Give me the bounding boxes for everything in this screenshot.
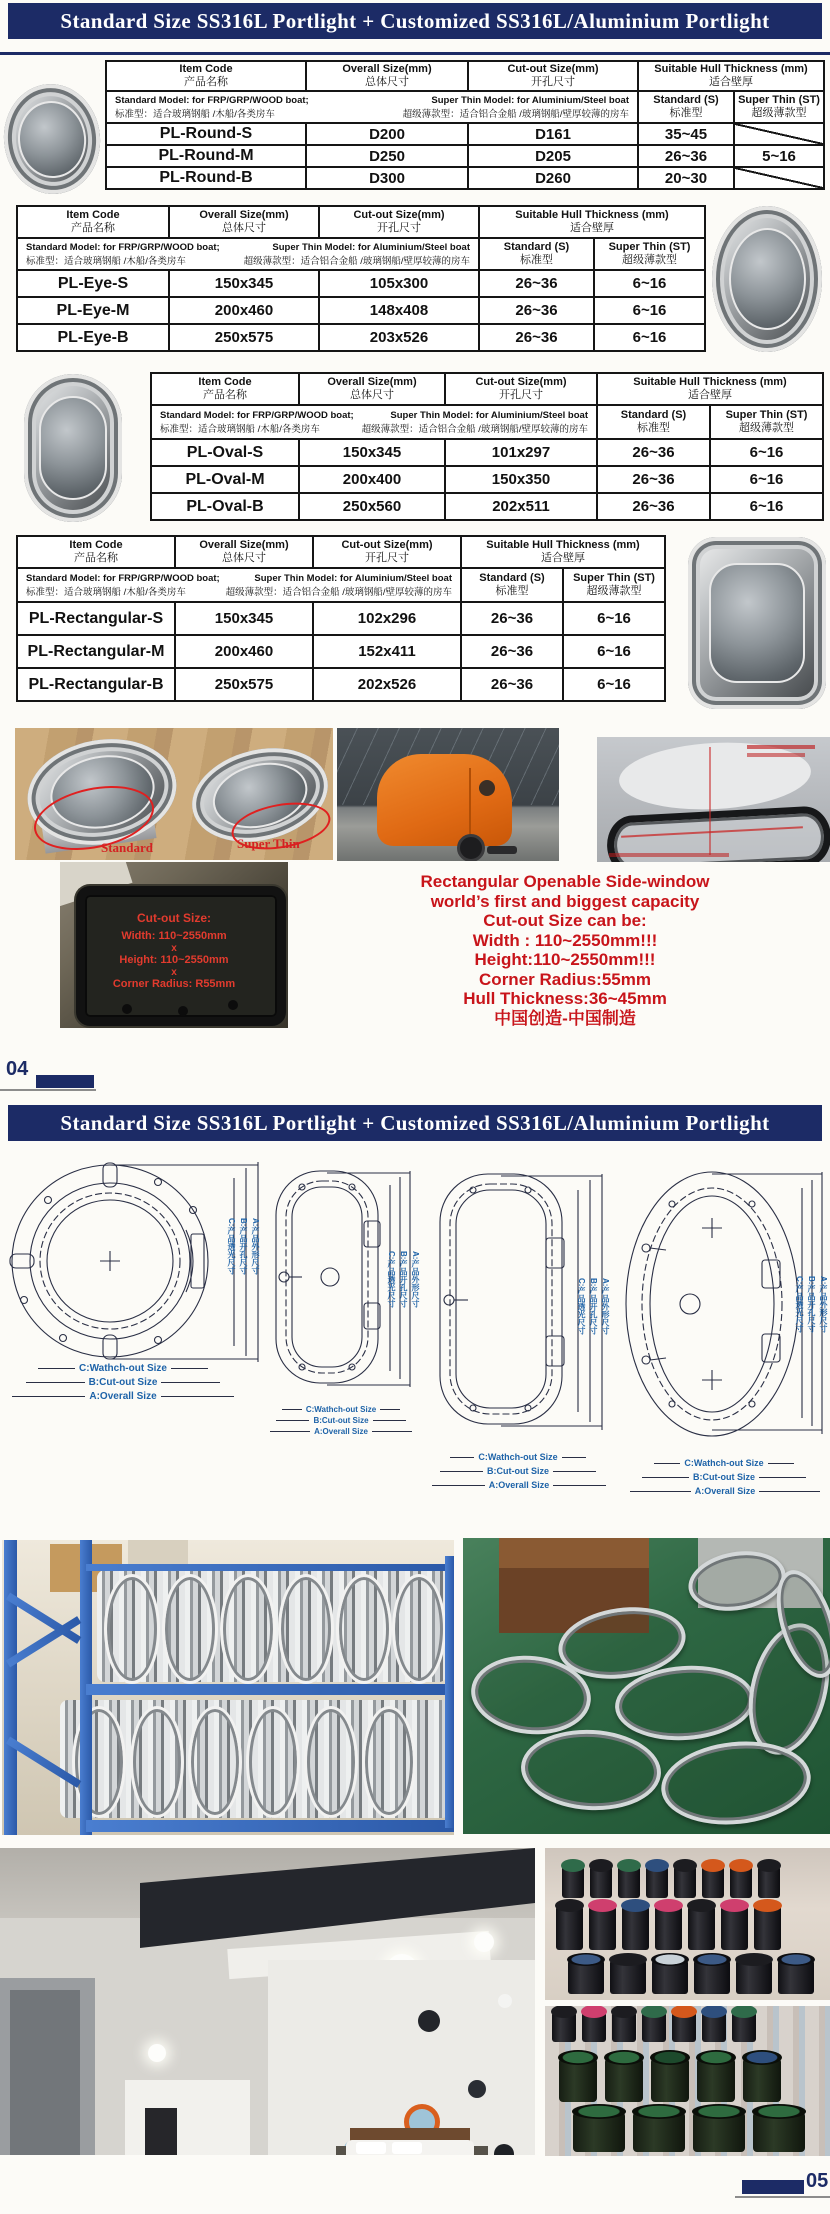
cylinder-graphic <box>730 1866 752 1898</box>
cylinder-graphic <box>646 1866 668 1898</box>
cell-overall: 250x560 <box>299 493 445 520</box>
cell-item-code: PL-Rectangular-M <box>17 635 175 668</box>
rack-beam-graphic <box>86 1564 452 1571</box>
eye-portlight-glass <box>729 228 806 330</box>
cell-super-thin: 6~16 <box>710 466 823 493</box>
cell-standard: 26~36 <box>597 439 710 466</box>
cell-cutout: 202x526 <box>313 668 461 701</box>
cell-cutout: D161 <box>468 123 638 145</box>
cell-super-thin: 5~16 <box>734 145 824 167</box>
green-cylinder-graphic <box>573 2112 625 2152</box>
page-number-top: 04 <box>6 1058 29 1080</box>
cell-super-thin: 6~16 <box>563 635 665 668</box>
column-header-hull: Suitable Hull Thickness (mm) 适合壁厚 <box>461 536 665 568</box>
column-header-overall: Overall Size(mm) 总体尺寸 <box>306 61 468 91</box>
promo-line: Cut-out Size can be: <box>483 911 647 930</box>
round-portlight-glass <box>15 97 90 181</box>
red-center-line <box>709 747 711 855</box>
page-number-underline <box>0 1089 96 1091</box>
cell-overall: 200x460 <box>169 297 319 324</box>
cell-cutout: 102x296 <box>313 602 461 635</box>
cell-item-code: PL-Rectangular-S <box>17 602 175 635</box>
page-title-banner-bottom <box>8 1105 822 1141</box>
promo-line: Rectangular Openable Side-window <box>420 872 710 891</box>
cell-standard: 26~36 <box>479 270 594 297</box>
big-oval-window-photo <box>597 737 830 862</box>
model-note-cell: Standard Model: for FRP/GRP/WOOD boat; Super Thin Model: for Aluminium/Steel boat 标准型：适合玻璃钢船 /木船/各类房车 超级薄款型：适合铝合金船 /玻璃钢船/壁厚较薄的房车 <box>151 405 597 439</box>
rack-brace-graphic <box>6 1616 81 1667</box>
cell-overall: 250x575 <box>175 668 313 701</box>
cell-overall: 150x345 <box>299 439 445 466</box>
cell-overall: D300 <box>306 167 468 189</box>
dim-label-overall: A:Overall Size <box>432 1480 606 1490</box>
pendant-lamp-graphic <box>148 2044 166 2062</box>
table-row <box>17 297 705 324</box>
cell-overall: 250x575 <box>169 324 319 351</box>
cell-super-thin: 6~16 <box>594 270 705 297</box>
spec-table-oval <box>150 372 824 521</box>
cylinder-row <box>553 1906 784 1950</box>
column-header-item-code: Item Code 产品名称 <box>106 61 306 91</box>
banner-divider <box>0 52 830 55</box>
column-header-hull: Suitable Hull Thickness (mm) 适合壁厚 <box>638 61 824 91</box>
column-header-item-code: Item Code 产品名称 <box>17 206 169 238</box>
dim-label-overall: A:Overall Size <box>12 1391 234 1402</box>
cell-cutout: 150x350 <box>445 466 597 493</box>
porthole-wall-graphic <box>418 2010 440 2032</box>
column-header-super-thin: Super Thin (ST) 超级薄款型 <box>594 238 705 270</box>
cell-overall: 150x345 <box>169 270 319 297</box>
eye-portlight-photo <box>712 206 822 352</box>
spec-table-rectangular <box>16 535 666 702</box>
cell-item-code: PL-Eye-B <box>17 324 169 351</box>
cutout-height-annotation: Height: 110~2550mm <box>119 954 229 966</box>
dim-labels-chinese: C:产品透光尺寸 B:产品开孔尺寸 A:产品外形尺寸 <box>227 1218 260 1275</box>
spec-table-round <box>105 60 825 190</box>
cylinder-graphic <box>754 1906 781 1950</box>
portlight-ring-graphic <box>246 1706 300 1818</box>
table-row <box>151 493 823 520</box>
cell-standard: 26~36 <box>479 324 594 351</box>
cell-item-code: PL-Oval-B <box>151 493 299 520</box>
portlight-ring-graphic <box>162 1574 218 1684</box>
portlight-ring-graphic <box>278 1574 334 1684</box>
cell-item-code: PL-Eye-M <box>17 297 169 324</box>
cylinder-graphic <box>556 1906 583 1950</box>
cell-standard: 26~36 <box>479 297 594 324</box>
red-annotation-mark <box>747 745 815 749</box>
frame-knob-graphic <box>178 1006 188 1016</box>
rack-beam-graphic <box>86 1684 454 1695</box>
dim-label-watchout: C:Wathch-out Size <box>654 1458 794 1468</box>
column-header-overall: Overall Size(mm) 总体尺寸 <box>299 373 445 405</box>
cell-overall: 200x460 <box>175 635 313 668</box>
cell-item-code: PL-Round-B <box>106 167 306 189</box>
green-cylinder-graphic <box>697 2058 735 2102</box>
dim-label-watchout: C:Wathch-out Size <box>450 1452 586 1462</box>
model-note-cell: Standard Model: for FRP/GRP/WOOD boat; Super Thin Model: for Aluminium/Steel boat 标准型：适合玻璃钢船 /木船/各类房车 超级薄款型：适合铝合金船 /玻璃钢船/壁厚较薄的房车 <box>17 238 479 270</box>
cell-cutout: D205 <box>468 145 638 167</box>
page-title: Standard Size SS316L Portlight + Customized SS316L/Aluminium Portlight <box>60 9 770 33</box>
cell-standard: 20~30 <box>638 167 734 189</box>
column-header-super-thin: Super Thin (ST) 超级薄款型 <box>563 568 665 602</box>
table-row <box>17 324 705 351</box>
cylinder-graphic <box>688 1906 715 1950</box>
green-cylinder-graphic <box>743 2058 781 2102</box>
portlight-ring-graphic <box>304 1706 358 1818</box>
column-header-overall: Overall Size(mm) 总体尺寸 <box>175 536 313 568</box>
page-number-bar <box>742 2180 804 2194</box>
round-portlight-photo <box>0 79 105 198</box>
page-number-underline <box>735 2196 830 2198</box>
dim-labels-chinese: C:产品透光尺寸 B:产品开孔尺寸 A:产品外形尺寸 <box>795 1276 828 1333</box>
red-annotation-mark <box>747 753 805 757</box>
open-cylinder-graphic <box>568 1960 604 1994</box>
portlight-ring-graphic <box>336 1574 392 1684</box>
porthole-wall-graphic <box>498 1994 512 2008</box>
oval-portlight-glass <box>39 396 108 500</box>
pillow-graphic <box>356 2142 386 2154</box>
cylinder-row <box>555 2058 785 2102</box>
cylinder-graphic <box>562 1866 584 1898</box>
model-note-cell: Standard Model: for FRP/GRP/WOOD boat; Super Thin Model: for Aluminium/Steel boat 标准型：适合玻璃钢船 /木船/各类房车 超级薄款型：适合铝合金船 /玻璃钢船/壁厚较薄的房车 <box>17 568 461 602</box>
cylinder-graphic <box>758 1866 780 1898</box>
cell-standard: 26~36 <box>461 635 563 668</box>
portlight-ring-graphic <box>104 1574 160 1684</box>
model-note-cell: Standard Model: for FRP/GRP/WOOD boat; Super Thin Model: for Aluminium/Steel boat 标准型：适合玻璃钢船 /木船/各类房车 超级薄款型：适合铝合金船 /玻璃钢船/壁厚较薄的房车 <box>106 91 638 123</box>
table-row <box>106 145 824 167</box>
page-number-bottom: 05 <box>806 2170 829 2192</box>
cylinder-graphic <box>736 1960 772 1994</box>
cell-cutout: 105x300 <box>319 270 479 297</box>
display-wall-graphic <box>268 1960 535 2155</box>
column-header-standard: Standard (S) 标准型 <box>461 568 563 602</box>
dim-label-overall: A:Overall Size <box>270 1427 412 1436</box>
cell-standard: 26~36 <box>597 493 710 520</box>
dim-labels-chinese: C:产品透光尺寸 B:产品开孔尺寸 A:产品外形尺寸 <box>387 1251 420 1308</box>
portlight-ring-graphic <box>188 1706 242 1818</box>
cylinder-graphic <box>732 2012 756 2042</box>
table-row <box>17 635 665 668</box>
table-row <box>151 439 823 466</box>
cylinder-graphic <box>702 2012 726 2042</box>
green-cylinder-graphic <box>605 2058 643 2102</box>
cylinder-graphic <box>622 1906 649 1950</box>
portlight-ring-graphic <box>519 1726 663 1813</box>
super-thin-label: Super Thin <box>237 836 300 851</box>
kitchen-unit-graphic <box>125 2080 250 2155</box>
drawing-oval-portlight <box>622 1168 830 1498</box>
column-header-item-code: Item Code 产品名称 <box>17 536 175 568</box>
column-header-super-thin: Super Thin (ST) 超级薄款型 <box>734 91 824 123</box>
cell-standard: 26~36 <box>597 466 710 493</box>
cell-cutout: 101x297 <box>445 439 597 466</box>
cylinder-row <box>549 2012 759 2042</box>
drawing-rect-portlight-large <box>428 1168 613 1498</box>
caravan-body-graphic <box>377 754 512 846</box>
column-header-standard: Standard (S) 标准型 <box>638 91 734 123</box>
green-cylinder-graphic <box>559 2058 597 2102</box>
cylinder-graphic <box>672 2012 696 2042</box>
promo-text-block <box>295 872 830 1028</box>
cutout-title-annotation: Cut-out Size: <box>137 911 211 925</box>
cell-overall: D200 <box>306 123 468 145</box>
cell-cutout: 152x411 <box>313 635 461 668</box>
cylinder-portlights-photo-2 <box>545 2006 830 2156</box>
standard-label: Standard <box>101 840 154 855</box>
oval-portlight-photo <box>24 374 122 522</box>
column-header-standard: Standard (S) 标准型 <box>479 238 594 270</box>
drawing-round-portlight <box>8 1160 266 1410</box>
cylinder-graphic <box>612 2012 636 2042</box>
column-header-cutout: Cut-out Size(mm) 开孔尺寸 <box>319 206 479 238</box>
rectangular-portlight-photo <box>688 537 826 709</box>
cylinder-graphic <box>589 1906 616 1950</box>
cell-standard: 26~36 <box>461 668 563 701</box>
green-cylinder-graphic <box>753 2112 805 2152</box>
table-row <box>17 668 665 701</box>
column-header-overall: Overall Size(mm) 总体尺寸 <box>169 206 319 238</box>
showroom-photo <box>0 1848 535 2155</box>
cell-super-thin: 6~16 <box>594 297 705 324</box>
dim-label-cutout: B:Cut-out Size <box>276 1416 406 1425</box>
cell-standard: 26~36 <box>638 145 734 167</box>
cell-cutout: 148x408 <box>319 297 479 324</box>
cell-item-code: PL-Rectangular-B <box>17 668 175 701</box>
portlight-ring-graphic <box>220 1574 276 1684</box>
cell-super-thin: 6~16 <box>563 668 665 701</box>
column-header-hull: Suitable Hull Thickness (mm) 适合壁厚 <box>597 373 823 405</box>
table-row <box>106 123 824 145</box>
cylinder-row <box>559 1866 783 1898</box>
dim-label-watchout: C:Wathch-out Size <box>282 1405 400 1414</box>
paper-template-graphic <box>617 738 812 814</box>
cell-item-code: PL-Eye-S <box>17 270 169 297</box>
dim-label-overall: A:Overall Size <box>630 1486 820 1496</box>
cell-item-code: PL-Round-S <box>106 123 306 145</box>
portlight-ring-graphic <box>130 1706 184 1818</box>
cylinder-graphic <box>618 1866 640 1898</box>
warehouse-rack-photo <box>2 1540 454 1835</box>
green-cylinder-graphic <box>633 2112 685 2152</box>
cell-item-code: PL-Oval-S <box>151 439 299 466</box>
cell-item-code: PL-Oval-M <box>151 466 299 493</box>
cell-overall: 150x345 <box>175 602 313 635</box>
standard-vs-superthin-photo <box>15 728 333 860</box>
caravan-photo <box>337 728 559 861</box>
ring-pile-photo <box>463 1538 830 1834</box>
cylinder-row <box>565 1960 817 1994</box>
oven-graphic <box>145 2108 177 2155</box>
cylinder-graphic <box>642 2012 666 2042</box>
cell-overall: 200x400 <box>299 466 445 493</box>
dim-label-cutout: B:Cut-out Size <box>26 1377 220 1388</box>
open-cylinder-graphic <box>652 1960 688 1994</box>
page-title-banner-top <box>8 3 822 39</box>
cell-item-code: PL-Round-M <box>106 145 306 167</box>
column-header-standard: Standard (S) 标准型 <box>597 405 710 439</box>
rack-post-graphic <box>445 1556 454 1828</box>
column-header-super-thin: Super Thin (ST) 超级薄款型 <box>710 405 823 439</box>
porthole-wall-graphic <box>468 2080 486 2098</box>
promo-line: Corner Radius:55mm <box>479 969 651 989</box>
frame-knob-graphic <box>122 1004 132 1014</box>
caravan-door-seam <box>469 768 471 842</box>
open-cylinder-graphic <box>694 1960 730 1994</box>
page-number-bar <box>36 1075 94 1088</box>
cell-cutout: 202x511 <box>445 493 597 520</box>
pendant-lamp-graphic <box>474 1932 494 1952</box>
promo-line: Hull Thickness:36~45mm <box>463 989 667 1008</box>
cell-super-thin-na <box>734 123 824 145</box>
cylinder-graphic <box>721 1906 748 1950</box>
promo-line: Width : 110~2550mm!!! <box>472 930 658 950</box>
cutout-width-annotation: Width: 110~2550mm <box>121 930 227 942</box>
cylinder-graphic <box>590 1866 612 1898</box>
dim-label-watchout: C:Wathch-out Size <box>38 1363 208 1374</box>
column-header-hull: Suitable Hull Thickness (mm) 适合壁厚 <box>479 206 705 238</box>
drawing-rect-portlight-small <box>268 1165 418 1440</box>
page-title: Standard Size SS316L Portlight + Customized SS316L/Aluminium Portlight <box>60 1111 770 1135</box>
frame-knob-graphic <box>228 1000 238 1010</box>
cylinder-row <box>569 2112 809 2152</box>
doorway-interior-graphic <box>10 1990 80 2155</box>
cell-cutout: 203x526 <box>319 324 479 351</box>
column-header-cutout: Cut-out Size(mm) 开孔尺寸 <box>468 61 638 91</box>
cell-overall: D250 <box>306 145 468 167</box>
dim-label-cutout: B:Cut-out Size <box>642 1472 806 1482</box>
rack-beam-graphic <box>86 1820 454 1832</box>
cell-super-thin: 6~16 <box>710 493 823 520</box>
cylinder-graphic <box>610 1960 646 1994</box>
caravan-window-graphic <box>479 780 495 796</box>
table-row <box>106 167 824 189</box>
column-header-item-code: Item Code 产品名称 <box>151 373 299 405</box>
cell-standard: 26~36 <box>461 602 563 635</box>
rack-post-graphic <box>4 1540 17 1835</box>
column-header-cutout: Cut-out Size(mm) 开孔尺寸 <box>445 373 597 405</box>
portlight-ring-graphic <box>362 1706 416 1818</box>
promo-line: Height:110~2550mm!!! <box>474 950 656 969</box>
promo-line: world’s first and biggest capacity <box>430 891 700 911</box>
table-row <box>151 466 823 493</box>
caravan-hitch-graphic <box>487 846 517 854</box>
cell-standard: 35~45 <box>638 123 734 145</box>
cutout-times-annotation: x <box>171 967 177 978</box>
table-row <box>17 602 665 635</box>
green-cylinder-graphic <box>651 2058 689 2102</box>
cutout-times-annotation: x <box>171 943 177 954</box>
cylinder-graphic <box>655 1906 682 1950</box>
cylinder-graphic <box>674 1866 696 1898</box>
table-row <box>17 270 705 297</box>
cylinder-graphic <box>702 1866 724 1898</box>
cell-super-thin-na <box>734 167 824 189</box>
green-cylinder-graphic <box>693 2112 745 2152</box>
cutout-radius-annotation: Corner Radius: R55mm <box>112 978 236 990</box>
pillow-graphic <box>392 2142 422 2154</box>
open-cylinder-graphic <box>778 1960 814 1994</box>
cutout-size-photo <box>60 862 288 1028</box>
column-header-cutout: Cut-out Size(mm) 开孔尺寸 <box>313 536 461 568</box>
dim-label-cutout: B:Cut-out Size <box>440 1466 596 1476</box>
cylinder-graphic <box>582 2012 606 2042</box>
promo-line: 中国创造-中国制造 <box>494 1008 636 1028</box>
cell-super-thin: 6~16 <box>710 439 823 466</box>
spec-table-eye <box>16 205 706 352</box>
caravan-wheel-graphic <box>457 834 485 861</box>
cylinder-graphic <box>552 2012 576 2042</box>
cylinder-portlights-photo-1 <box>545 1848 830 2000</box>
rectangular-portlight-glass <box>709 563 806 683</box>
cell-super-thin: 6~16 <box>594 324 705 351</box>
dim-labels-chinese: C:产品透光尺寸 B:产品开孔尺寸 A:产品外形尺寸 <box>577 1278 610 1335</box>
red-annotation-mark <box>609 853 729 857</box>
portlight-ring-graphic <box>392 1574 446 1684</box>
cell-super-thin: 6~16 <box>563 602 665 635</box>
cell-cutout: D260 <box>468 167 638 189</box>
